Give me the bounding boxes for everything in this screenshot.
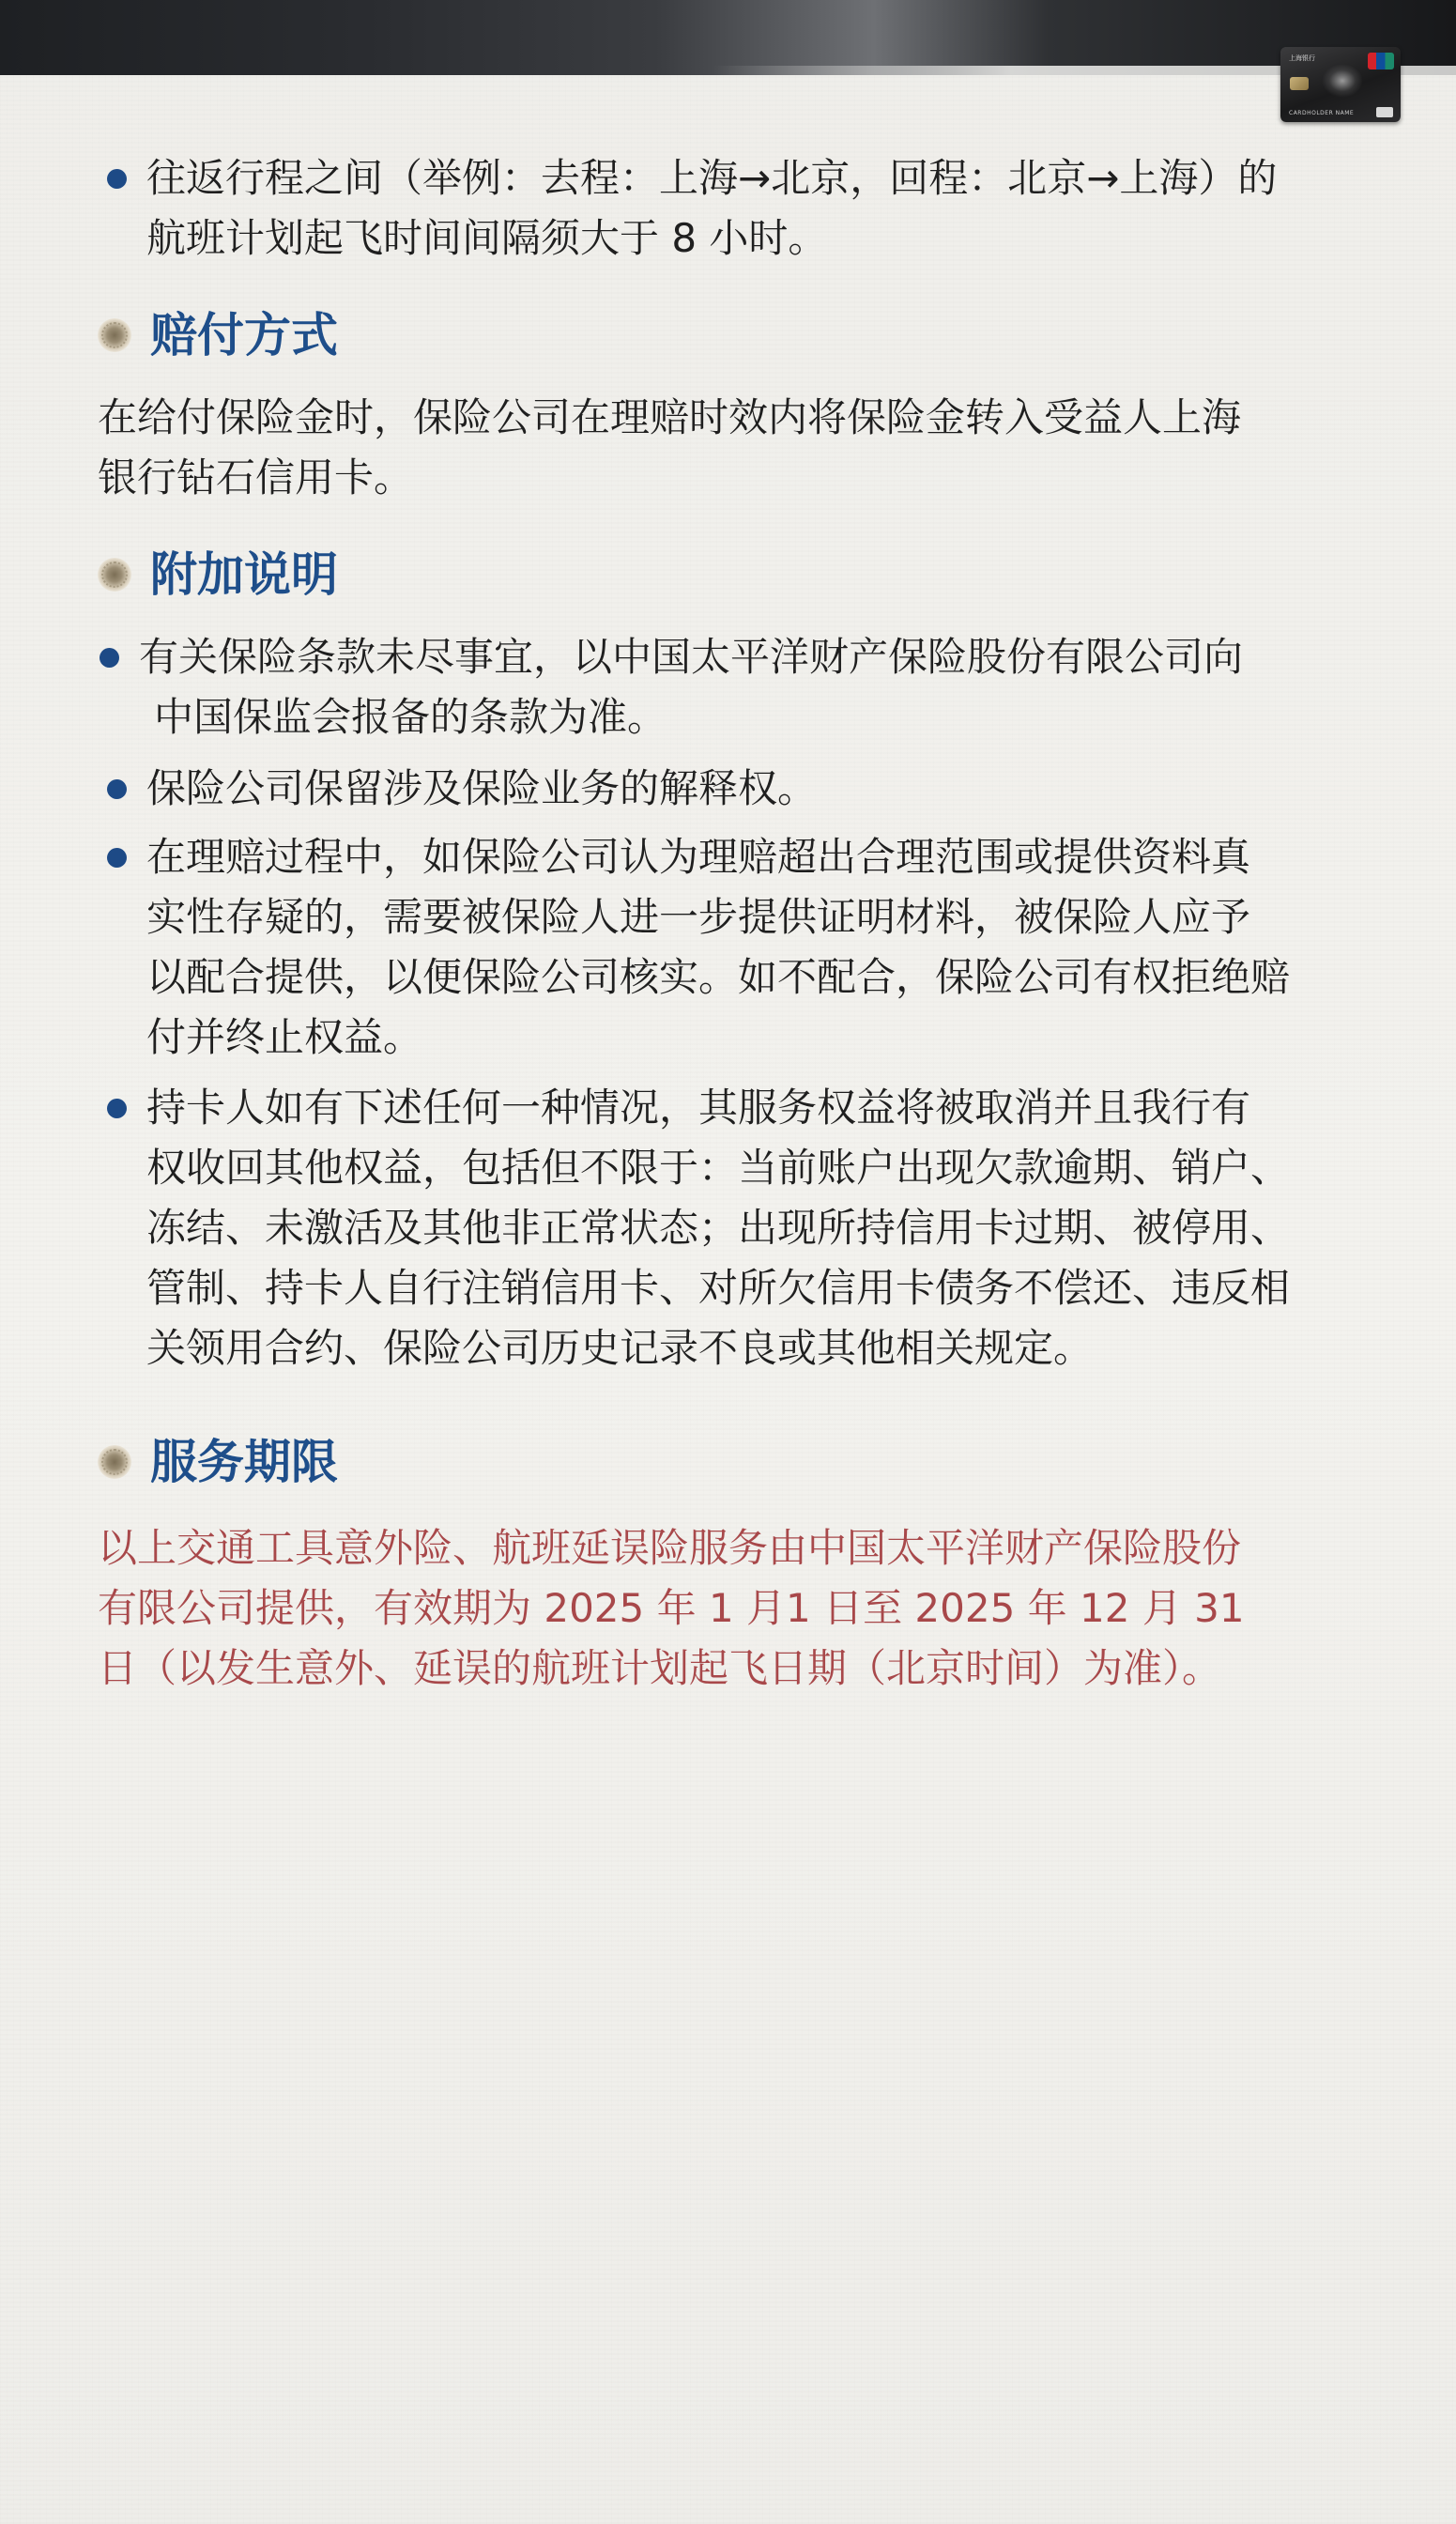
bullet-icon [107, 779, 127, 799]
term-paragraph [98, 1518, 1245, 1699]
notes-item-line: 冻结、未激活及其他非正常状态；出现所持信用卡过期、被停用、 [146, 1205, 1291, 1251]
notes-item [139, 627, 1243, 747]
bullet-icon [107, 169, 127, 189]
notes-item-line: 中国保监会报备的条款为准。 [154, 694, 667, 740]
paragraph-line: 在给付保险金时，保险公司在理赔时效内将保险金转入受益人上海 [98, 394, 1242, 440]
paragraph-line: 日（以发生意外、延误的航班计划起飞日期（北京时间）为准）。 [98, 1645, 1222, 1691]
notes-item-line: 保险公司保留涉及保险业务的解释权。 [146, 765, 818, 811]
notes-item-line: 管制、持卡人自行注销信用卡、对所欠信用卡债务不偿还、违反相 [146, 1265, 1291, 1311]
bullet-icon [100, 648, 119, 668]
notes-item-line: 关领用合约、保险公司历史记录不良或其他相关规定。 [146, 1325, 1094, 1371]
intro-bullet-line: 航班计划起飞时间间隔须大于 8 小时。 [146, 215, 828, 261]
notes-item-line: 实性存疑的，需要被保险人进一步提供证明材料，被保险人应予 [146, 894, 1251, 940]
section-title-payment: 赔付方式 [150, 308, 338, 362]
section-title-notes: 附加说明 [150, 547, 338, 602]
card-bank-name: 上海银行 [1289, 54, 1315, 62]
unionpay-logo-icon [1368, 53, 1394, 69]
paragraph-line: 以上交通工具意外险、航班延误险服务由中国太平洋财产保险股份 [98, 1525, 1242, 1571]
notes-item-line: 以配合提供，以便保险公司核实。如不配合，保险公司有权拒绝赔 [146, 954, 1291, 1000]
notes-item-line: 权收回其他权益，包括但不限于：当前账户出现欠款逾期、销户、 [146, 1145, 1291, 1191]
chip-icon [1290, 77, 1309, 90]
notes-item-line: 有关保险条款未尽事宜，以中国太平洋财产保险股份有限公司向 [139, 634, 1244, 680]
section-title-term: 服务期限 [150, 1435, 338, 1489]
section-medallion-icon [98, 318, 131, 352]
card-brand-mark-icon [1376, 107, 1393, 117]
payment-paragraph [98, 388, 1241, 508]
notes-item-line: 持卡人如有下述任何一种情况，其服务权益将被取消并且我行有 [146, 1085, 1251, 1131]
section-medallion-icon [98, 558, 131, 592]
credit-card-image [1280, 47, 1401, 122]
card-emblem-icon [1322, 64, 1363, 98]
notes-item [146, 827, 1290, 1068]
top-banner [0, 0, 1456, 75]
notes-item [146, 759, 817, 819]
intro-bullet [146, 148, 1277, 269]
notes-item-line: 付并终止权益。 [146, 1014, 423, 1060]
notes-item-line: 在理赔过程中，如保险公司认为理赔超出合理范围或提供资料真 [146, 834, 1251, 880]
notes-item [146, 1078, 1290, 1378]
paragraph-line: 银行钻石信用卡。 [98, 454, 414, 500]
card-holder-name: CARDHOLDER NAME [1289, 110, 1355, 116]
bullet-icon [107, 848, 127, 868]
paragraph-line: 有限公司提供，有效期为 2025 年 1 月1 日至 2025 年 12 月 31 [98, 1585, 1245, 1631]
intro-bullet-line: 往返行程之间（举例：去程：上海→北京，回程：北京→上海）的 [146, 155, 1278, 201]
section-medallion-icon [98, 1445, 131, 1479]
bullet-icon [107, 1099, 127, 1118]
